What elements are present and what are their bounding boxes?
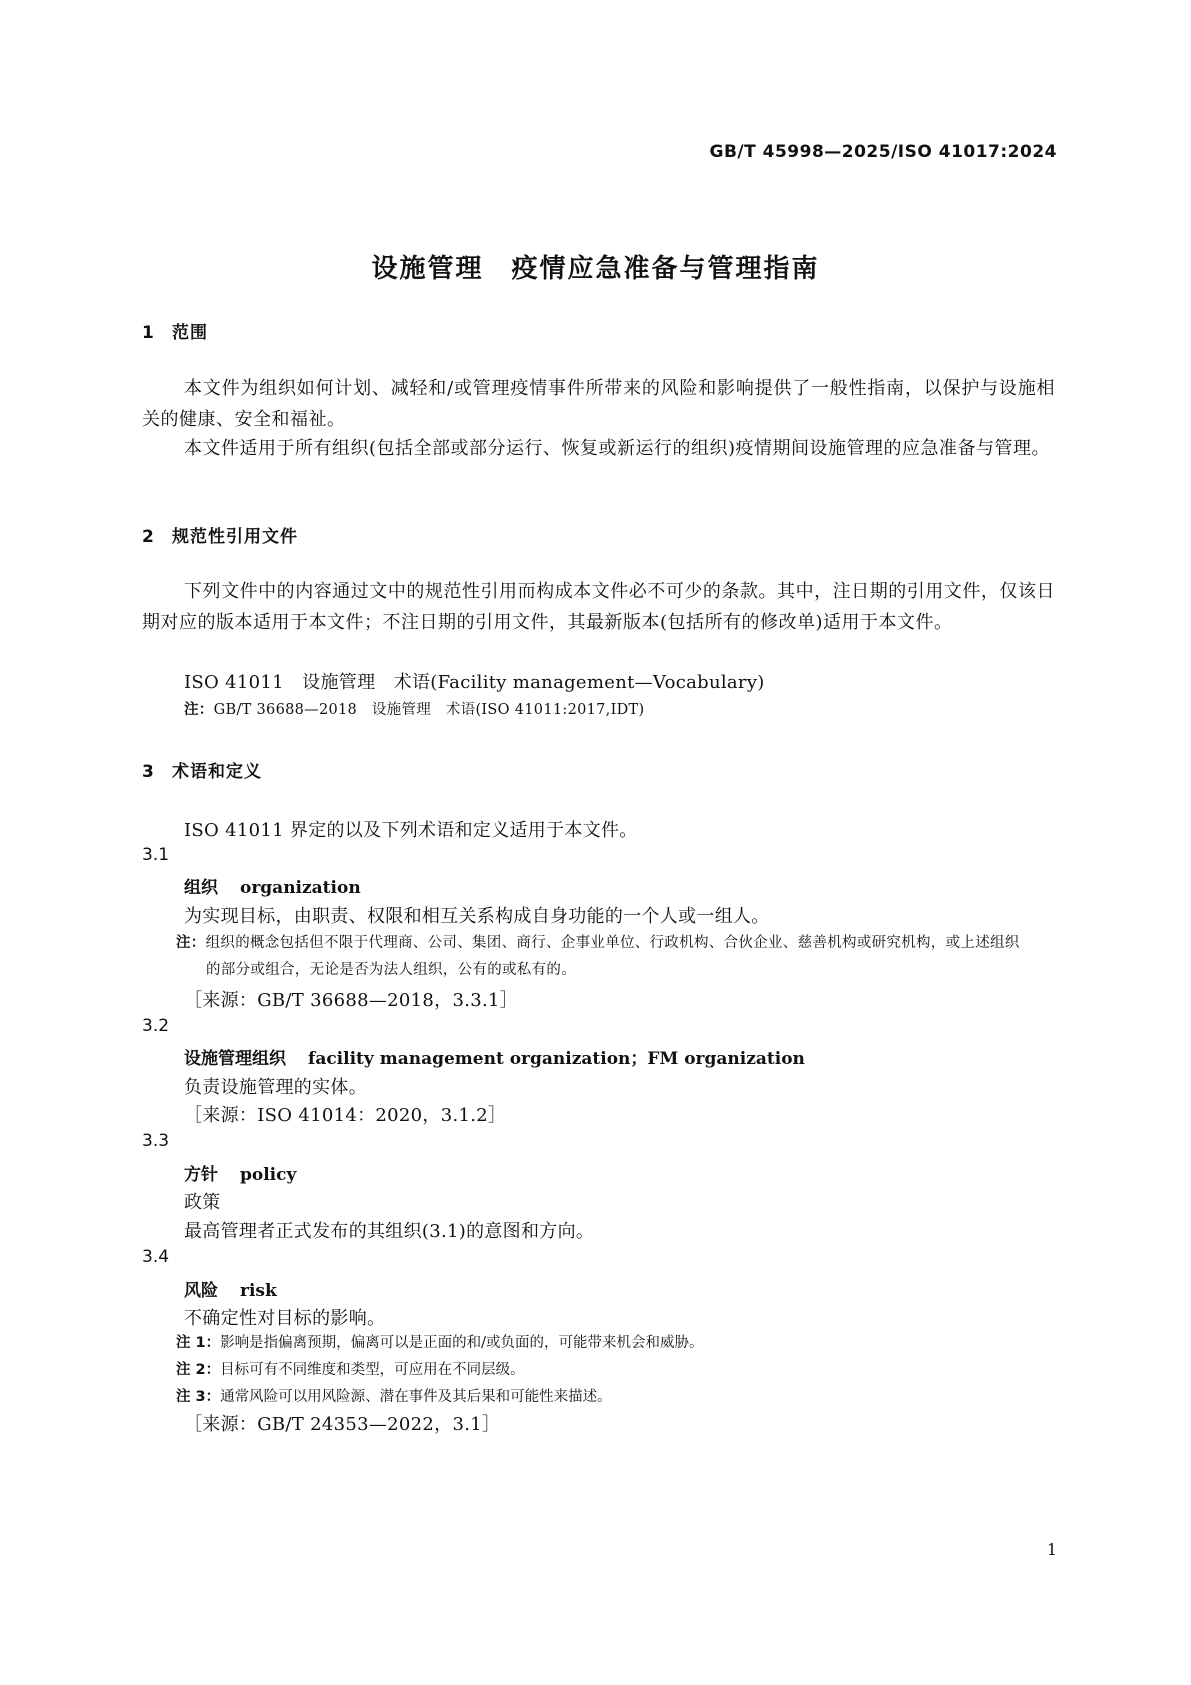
normative-reference: ISO 41011 设施管理 术语(Facility management—Vocabulary) xyxy=(184,672,765,693)
note-text: GB/T 36688—2018 设施管理 术语(ISO 41011:2017,IDT) xyxy=(213,702,645,718)
term-heading xyxy=(184,1276,277,1301)
term-en: facility management organization；FM organization xyxy=(308,1049,805,1069)
section-number: 3 xyxy=(142,762,155,782)
note-label: 注： xyxy=(184,702,214,718)
note-label: 注 3： xyxy=(176,1389,221,1405)
note-text: 组织的概念包括但不限于代理商、公司、集团、商行、企事业单位、行政机构、合伙企业、慈善机构或研究机构，或上述组织的部分或组合，无论是否为法人组织，公有的或私有的。 xyxy=(205,935,1020,978)
term-heading xyxy=(184,873,361,898)
term-definition: 为实现目标，由职责、权限和相互关系构成自身功能的一个人或一组人。 xyxy=(184,906,770,927)
term-definition: 不确定性对目标的影响。 xyxy=(184,1308,386,1329)
term-en: policy xyxy=(240,1165,297,1185)
term-number: 3.1 xyxy=(142,845,170,865)
document-title: 设施管理 疫情应急准备与管理指南 xyxy=(371,254,820,284)
term-zh: 方针 xyxy=(184,1165,218,1185)
term-zh: 设施管理组织 xyxy=(184,1049,286,1069)
term-zh: 风险 xyxy=(184,1281,218,1301)
note-text: 影响是指偏离预期，偏离可以是正面的和/或负面的，可能带来机会和威胁。 xyxy=(220,1335,704,1351)
note-label: 注 1： xyxy=(176,1335,221,1351)
term-number: 3.2 xyxy=(142,1016,170,1036)
section-number: 1 xyxy=(142,323,155,343)
term-source: ［来源：GB/T 24353—2022，3.1］ xyxy=(184,1414,501,1435)
section-2-heading xyxy=(142,522,298,547)
term-heading xyxy=(184,1160,296,1185)
term-source: ［来源：GB/T 36688—2018，3.3.1］ xyxy=(184,990,519,1011)
section-1-paragraph-2: 本文件适用于所有组织(包括全部或部分运行、恢复或新运行的组织)疫情期间设施管理的应急准备与管理。 xyxy=(184,438,1051,459)
section-3-intro: ISO 41011 界定的以及下列术语和定义适用于本文件。 xyxy=(184,820,638,841)
term-note-1 xyxy=(176,1331,704,1352)
term-definition: 负责设施管理的实体。 xyxy=(184,1077,367,1098)
term-admitted-term: 政策 xyxy=(184,1192,221,1213)
term-note xyxy=(176,930,1026,984)
term-number: 3.4 xyxy=(142,1247,170,1267)
page-number: 1 xyxy=(1046,1540,1057,1559)
term-en: organization xyxy=(240,878,361,898)
section-title: 规范性引用文件 xyxy=(172,527,298,547)
reference-note xyxy=(184,697,1055,724)
term-source: ［来源：ISO 41014：2020，3.1.2］ xyxy=(184,1105,507,1126)
document-code: GB/T 45998—2025/ISO 41017:2024 xyxy=(709,142,1057,162)
section-3-heading xyxy=(142,757,262,782)
term-note-3 xyxy=(176,1385,612,1406)
section-title: 范围 xyxy=(172,323,208,343)
section-title: 术语和定义 xyxy=(172,762,262,782)
term-number: 3.3 xyxy=(142,1131,170,1151)
note-label: 注 2： xyxy=(176,1362,221,1378)
note-label: 注： xyxy=(176,935,206,951)
term-zh: 组织 xyxy=(184,878,218,898)
section-1-heading xyxy=(142,318,208,343)
section-2-paragraph: 下列文件中的内容通过文中的规范性引用而构成本文件必不可少的条款。其中，注日期的引用文件，仅该日期对应的版本适用于本文件；不注日期的引用文件，其最新版本(包括所有的修改单)适用于本文件。 xyxy=(142,581,1055,633)
section-1-paragraph-1: 本文件为组织如何计划、减轻和/或管理疫情事件所带来的风险和影响提供了一般性指南，以保护与设施相关的健康、安全和福祉。 xyxy=(142,378,1055,430)
term-definition: 最高管理者正式发布的其组织(3.1)的意图和方向。 xyxy=(184,1221,595,1242)
note-text: 目标可有不同维度和类型，可应用在不同层级。 xyxy=(220,1362,525,1378)
term-note-2 xyxy=(176,1358,525,1379)
term-heading xyxy=(184,1044,805,1069)
section-number: 2 xyxy=(142,527,155,547)
note-text: 通常风险可以用风险源、潜在事件及其后果和可能性来描述。 xyxy=(220,1389,612,1405)
term-en: risk xyxy=(240,1281,277,1301)
